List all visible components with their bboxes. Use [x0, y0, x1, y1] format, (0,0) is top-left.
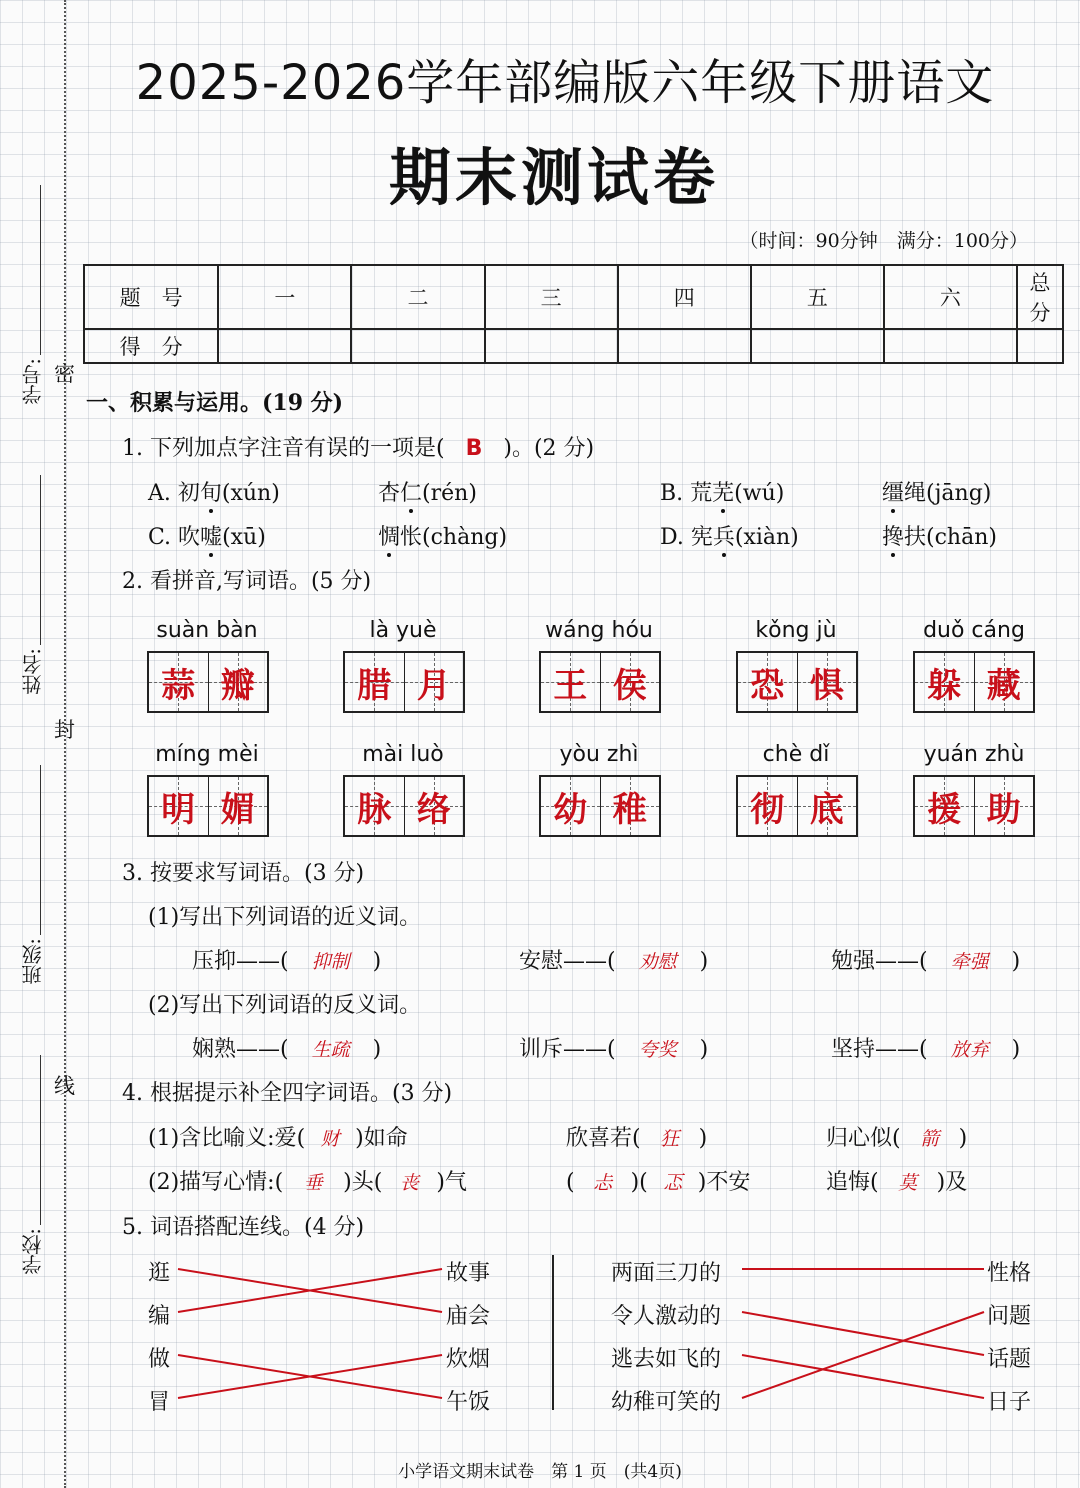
answer-char: 月 [416, 665, 451, 706]
fill-answer: 忐 [593, 1172, 613, 1194]
opt-dotted-char: 仁 [400, 476, 422, 507]
score-header-cell: 四 [618, 265, 751, 329]
text: (2)描写心情:( [148, 1170, 284, 1195]
match-right-phrase[interactable]: 日子 [987, 1390, 1032, 1415]
item-answer: 牵强 [950, 951, 989, 973]
pinyin-label: chè dǐ [762, 742, 830, 767]
fill-answer: 垂 [303, 1172, 323, 1194]
match-right-phrase[interactable]: 性格 [987, 1261, 1032, 1286]
pinyin-label: wáng hóu [545, 618, 653, 643]
match-left-phrase[interactable]: 令人激动的 [611, 1304, 722, 1329]
pinyin-label: mài luò [362, 742, 444, 767]
match-right-word[interactable]: 炊烟 [446, 1347, 491, 1372]
match-line [742, 1312, 984, 1398]
q1-stem-end: )。(2 分) [503, 436, 595, 461]
page-footer: 小学语文期末试卷 第 1 页 (共4页) [398, 1462, 682, 1482]
item-close: ) [699, 949, 709, 974]
q5-stem: 5. 词语搭配连线。(4 分) [122, 1215, 365, 1240]
item-close: ) [699, 1037, 709, 1062]
item-close: ) [1011, 949, 1021, 974]
answer-char: 侯 [612, 665, 647, 706]
pinyin-label: yuán zhù [923, 742, 1025, 767]
item-answer: 放弃 [950, 1039, 989, 1061]
fill-answer: 忑 [663, 1172, 683, 1194]
answer-char: 幼 [553, 789, 588, 830]
q2-stem: 2. 看拼音,写词语。(5 分) [122, 569, 372, 594]
seal-feng: 封 [54, 718, 75, 742]
answer-char: 络 [416, 789, 451, 830]
opt-dotted-char: 嘘 [200, 520, 222, 551]
score-header-cell: 题 号 [84, 265, 218, 329]
answer-char: 王 [553, 665, 588, 706]
q4-stem: 4. 根据提示补全四字词语。(3 分) [122, 1081, 453, 1106]
pinyin-label: kǒng jù [755, 618, 837, 643]
answer-char: 藏 [986, 665, 1021, 706]
item-answer: 夸奖 [638, 1039, 677, 1061]
seal-mi: 密 [54, 362, 75, 386]
opt-post: (xún) [221, 481, 280, 506]
item-word: 安慰——( [519, 949, 616, 974]
answer-char: 底 [809, 789, 844, 830]
match-right-phrase[interactable]: 问题 [987, 1304, 1032, 1329]
item-answer: 生疏 [311, 1039, 350, 1061]
text: ) [958, 1126, 968, 1151]
pinyin-label: yòu zhì [559, 742, 639, 767]
item-answer: 抑制 [311, 951, 350, 973]
fill-answer: 财 [320, 1128, 340, 1150]
seal-xian: 线 [54, 1074, 75, 1098]
answer-char: 援 [927, 789, 962, 830]
opt-post: (rén) [422, 481, 477, 506]
text: 欣喜若( [566, 1126, 641, 1151]
answer-char: 媚 [220, 789, 255, 830]
fill-answer: 狂 [660, 1128, 680, 1150]
item-word: 勉强——( [831, 949, 928, 974]
match-right-word[interactable]: 故事 [446, 1261, 491, 1286]
time-info: （时间：90分钟 满分：100分） [739, 230, 1028, 252]
item-answer: 劝慰 [638, 951, 677, 973]
opt-post: 扶(chān) [904, 525, 997, 550]
answer-char: 躲 [927, 665, 962, 706]
match-left-word[interactable]: 做 [148, 1347, 171, 1372]
exam-subtitle: 期末测试卷 [388, 141, 719, 214]
item-word: 娴熟——( [192, 1037, 289, 1062]
item-close: ) [1011, 1037, 1021, 1062]
score-header-cell: 二 [351, 265, 484, 329]
score-header-cell: 总 分 [1017, 265, 1063, 329]
name-label: 姓名: [21, 648, 45, 695]
text: 追悔( [826, 1170, 879, 1195]
score-header-cell: 一 [218, 265, 351, 329]
answer-char: 瓣 [220, 665, 255, 706]
text: )头( [343, 1170, 383, 1195]
opt-dotted-char: 旬 [200, 476, 222, 507]
match-right-phrase[interactable]: 话题 [987, 1347, 1032, 1372]
pinyin-label: là yuè [369, 618, 437, 643]
text: )如命 [355, 1126, 408, 1151]
answer-char: 稚 [612, 789, 647, 830]
text: (1)含比喻义:爱( [148, 1126, 306, 1151]
answer-char: 明 [161, 789, 196, 830]
opt-post: (xiàn) [734, 525, 799, 550]
opt-pre: C. 吹 [148, 525, 201, 550]
fill-answer: 丧 [399, 1172, 419, 1194]
class-label: 班级: [21, 938, 45, 985]
answer-char: 助 [986, 789, 1021, 830]
opt-dotted-char: 缰 [882, 476, 904, 507]
opt-post: 绳(jāng) [904, 481, 992, 506]
section-1-title: 一、积累与运用。(19 分) [86, 390, 344, 416]
opt-post: 怅(chàng) [400, 525, 508, 550]
match-left-phrase[interactable]: 幼稚可笑的 [611, 1390, 722, 1415]
opt-dotted-char: 惆 [378, 520, 400, 551]
score-header-cell: 六 [884, 265, 1017, 329]
answer-char: 蒜 [161, 665, 196, 706]
fill-answer: 箭 [920, 1128, 940, 1150]
opt-dotted-char: 搀 [882, 520, 904, 551]
match-right-word[interactable]: 午饭 [446, 1390, 491, 1415]
pinyin-label: míng mèi [155, 742, 259, 767]
answer-char: 彻 [750, 789, 785, 830]
answer-char: 脉 [357, 789, 392, 830]
q3-stem: 3. 按要求写词语。(3 分) [122, 861, 365, 886]
opt-pre: B. 荒 [660, 481, 713, 506]
item-word: 压抑——( [192, 949, 289, 974]
text: )( [630, 1170, 648, 1195]
q1-stem-start: 1. 下列加点字注音有误的一项是( [122, 436, 445, 461]
match-left-word[interactable]: 逛 [148, 1261, 171, 1286]
opt-pre: 杏 [378, 481, 401, 506]
pinyin-label: suàn bàn [156, 618, 258, 643]
item-word: 训斥——( [519, 1037, 616, 1062]
score-header-cell: 五 [751, 265, 884, 329]
text: )不安 [697, 1170, 751, 1195]
opt-pre: D. 宪 [660, 525, 713, 550]
text: )气 [436, 1170, 467, 1195]
item-close: ) [372, 1037, 382, 1062]
opt-dotted-char: 芜 [712, 476, 734, 507]
match-line [742, 1355, 984, 1398]
item-close: ) [372, 949, 382, 974]
opt-pre: A. 初 [148, 481, 200, 506]
answer-char: 惧 [809, 665, 844, 706]
opt-post: (xū) [222, 525, 266, 550]
match-right-word[interactable]: 庙会 [446, 1304, 491, 1329]
item-word: 坚持——( [831, 1037, 928, 1062]
answer-char: 腊 [357, 665, 392, 706]
q3-sub1: (1)写出下列词语的近义词。 [148, 905, 422, 930]
text: ) [698, 1126, 708, 1151]
text: )及 [936, 1170, 968, 1195]
text: ( [566, 1170, 575, 1195]
pinyin-label: duǒ cáng [923, 618, 1025, 643]
text: 归心似( [826, 1126, 901, 1151]
exam-title: 2025-2026学年部编版六年级下册语文 [135, 55, 995, 111]
opt-post: (wú) [734, 481, 785, 506]
match-left-word[interactable]: 编 [148, 1304, 171, 1329]
fill-answer: 莫 [898, 1172, 918, 1194]
match-line [742, 1312, 984, 1355]
student-id-label: 学号: [21, 358, 45, 405]
match-left-word[interactable]: 冒 [148, 1390, 171, 1415]
score-header-cell: 三 [485, 265, 618, 329]
score-row-label: 得 分 [84, 329, 218, 363]
match-left-phrase[interactable]: 两面三刀的 [611, 1261, 722, 1286]
q1-answer: B [465, 436, 483, 461]
answer-char: 恐 [750, 665, 785, 706]
match-left-phrase[interactable]: 逃去如飞的 [611, 1347, 722, 1372]
q3-sub2: (2)写出下列词语的反义词。 [148, 993, 422, 1018]
opt-dotted-char: 兵 [713, 520, 735, 551]
school-label: 学校: [21, 1228, 45, 1275]
